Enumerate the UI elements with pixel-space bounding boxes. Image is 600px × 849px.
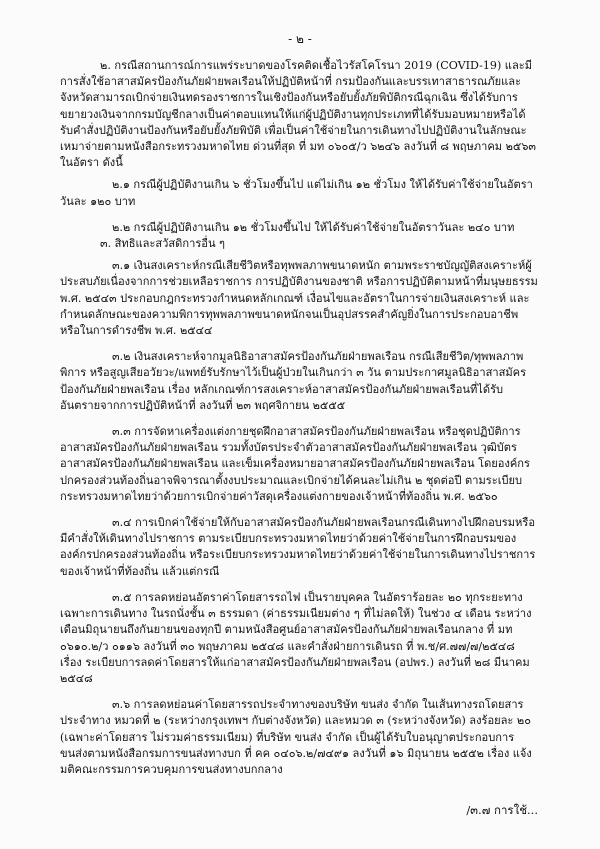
paragraph-3-1: ๓.๑ เงินสงเคราะห์กรณีเสียชีวิตหรือทุพพลภาพขนาดหนัก ตามพระราชบัญญัติสงเคราะห์ผู้ประสบภัยเนื่องจากการช่วยเหลือราชการ การปฏิบัติงานของชาติ หรือการปฏิบัติตามหน้าที่มนุษยธรรม พ.ศ. ๒๕๔๓ ประกอบกฎกระทรวงกำหนดหลักเกณฑ์ เงื่อนไขและอัตราในการจ่ายเงินสงเคราะห์ และกำหนดลักษณะของความพิการทุพพลภาพขนาดหนักจนเป็นอุปสรรคสำคัญยิ่งในการประกอบอาชีพ หรือในการดำรงชีพ พ.ศ. ๒๕๔๔ (60, 259, 538, 338)
paragraph-2-2: ๒.๒ กรณีผู้ปฏิบัติงานเกิน ๑๒ ชั่วโมงขึ้นไป ให้ได้รับค่าใช้จ่ายในอัตราวันละ ๒๔๐ บาท (112, 220, 515, 234)
paragraph-3-4: ๓.๔ การเบิกค่าใช้จ่ายให้กับอาสาสมัครป้องกันภัยฝ่ายพลเรือนกรณีเดินทางไปฝึกอบรมหรือมีคำสั่งให้เดินทางไปราชการ ตามระเบียบกระทรวงมหาดไทยว่าด้วยค่าใช้จ่ายในการฝึกอบรมขององค์กรปกครองส่วนท้องถิ่น หรือระเบียบกระทรวงมหาดไทยว่าด้วยค่าใช้จ่ายในการเดินทางไปราชการของเจ้าหน้าที่ท้องถิ่น แล้วแต่กรณี (60, 516, 536, 578)
paragraph-covid: ๒. กรณีสถานการณ์การแพร่ระบาดของโรคติดเชื้อไวรัสโคโรนา 2019 (COVID-19) และมีการสั่งใช้อาสาสมัครป้องกันภัยฝ่ายพลเรือนให้ปฏิบัติหน้าที่ กรมป้องกันและบรรเทาสาธารณภัยและจังหวัดสามารถเบิกจ่ายเงินทดรองราชการในเชิงป้องกันหรือยับยั้งภัยพิบัติกรณีฉุกเฉิน ซึ่งได้รับการขยายวงเงินจากกรมบัญชีกลางเป็นค่าตอบแทนให้แก่ผู้ปฏิบัติงานทุกประเภทที่ได้รับมอบหมายหรือได้รับคำสั่งปฏิบัติงานป้องกันหรือยับยั้งภัยพิบัติ เพื่อเป็นค่าใช้จ่ายในการเดินทางไปปฏิบัติงานในลักษณะเหมาจ่ายตามหนังสือกระทรวงมหาดไทย ด่วนที่สุด ที่ มท ๐๖๐๕/ว ๖๒๔๖ ลงวันที่ ๘ พฤษภาคม ๒๕๖๓ ในอัตรา ดังนี้ (60, 59, 536, 170)
page-number: - ๒ - (288, 32, 312, 46)
paragraph-2-1: ๒.๑ กรณีผู้ปฏิบัติงานเกิน ๖ ชั่วโมงขึ้นไป แต่ไม่เกิน ๑๒ ชั่วโมง ให้ได้รับค่าใช้จ่ายในอัตราวันละ ๑๒๐ บาท (60, 178, 533, 208)
continuation-note: /๓.๗ การใช้... (466, 803, 538, 817)
paragraph-3-3: ๓.๓ การจัดหาเครื่องแต่งกายชุดฝึกอาสาสมัครป้องกันภัยฝ่ายพลเรือน หรือชุดปฏิบัติการอาสาสมัครป้องกันภัยฝ่ายพลเรือน รวมทั้งบัตรประจำตัวอาสาสมัครป้องกันภัยฝ่ายพลเรือน วุฒิบัตรอาสาสมัครป้องกันภัยฝ่ายพลเรือน และเข็มเครื่องหมายอาสาสมัครป้องกันภัยฝ่ายพลเรือน โดยองค์กรปกครองส่วนท้องถิ่นอาจพิจารณาตั้งงบประมาณและเบิกจ่ายได้คนละไม่เกิน ๒ ชุดต่อปี ตามระเบียบกระทรวงมหาดไทยว่าด้วยการเบิกจ่ายค่าวัสดุเครื่องแต่งกายของเจ้าหน้าที่ท้องถิ่น พ.ศ. ๒๕๖๐ (60, 425, 530, 503)
document-body (60, 58, 540, 778)
paragraph-3-6: ๓.๖ การลดหย่อนค่าโดยสารรถประจำทางของบริษัท ขนส่ง จำกัด ในเส้นทางรถโดยสารประจำทาง หมวดที่ ๒ (ระหว่างกรุงเทพฯ กับต่างจังหวัด) และหมวด ๓ (ระหว่างจังหวัด) ลงร้อยละ ๒๐ (เฉพาะค่าโดยสาร ไม่รวมค่าธรรมเนียม) ที่บริษัท ขนส่ง จำกัด เป็นผู้ได้รับใบอนุญาตประกอบการขนส่งตามหนังสือกรมการขนส่งทางบก ที่ คค ๐๔๐๖.๒/๗๔๙๑ ลงวันที่ ๑๖ มิถุนายน ๒๕๕๒ เรื่อง แจ้งมติคณะกรรมการควบคุมการขนส่งทางบกกลาง (60, 698, 532, 776)
paragraph-3-5: ๓.๕ การลดหย่อนอัตราค่าโดยสารรถไฟ เป็นรายบุคคล ในอัตราร้อยละ ๒๐ ทุกระยะทาง เฉพาะการเดินทาง ในรถนั่งชั้น ๓ ธรรมดา (ค่าธรรมเนียมต่าง ๆ ที่ไม่ลดให้) ในช่วง ๔ เดือน ระหว่างเดือนมิถุนายนถึงกันยายนของทุกปี ตามหนังสือศูนย์อาสาสมัครป้องกันภัยฝ่ายพลเรือนกลาง ที่ มท ๐๖๑๐.๒/ว ๐๑๑๖ ลงวันที่ ๓๐ พฤษภาคม ๒๕๔๘ และคำสั่งฝ่ายการเดินรถ ที่ พ.ช/ศ.๗๗/๗/๒๕๔๘ เรื่อง ระเบียบการลดค่าโดยสารให้แก่อาสาสมัครป้องกันภัยฝ่ายพลเรือน (อปพร.) ลงวันที่ ๒๘ มีนาคม ๒๕๔๘ (60, 590, 532, 685)
paragraph-3-heading: ๓. สิทธิและสวัสดิการอื่น ๆ (100, 237, 226, 251)
paragraph-3-2: ๓.๒ เงินสงเคราะห์จากมูลนิธิอาสาสมัครป้องกันภัยฝ่ายพลเรือน กรณีเสียชีวิต/ทุพพลภาพพิการ หรือสูญเสียอวัยวะ/แพทย์รับรักษาไว้เป็นผู้ป่วยในเกินกว่า ๓ วัน ตามประกาศมูลนิธิอาสาสมัครป้องกันภัยฝ่ายพลเรือน เรื่อง หลักเกณฑ์การสงเคราะห์อาสาสมัครป้องกันภัยฝ่ายพลเรือนที่ได้รับอันตรายจากการปฏิบัติหน้าที่ ลงวันที่ ๒๓ พฤศจิกายน ๒๕๕๕ (60, 350, 527, 412)
